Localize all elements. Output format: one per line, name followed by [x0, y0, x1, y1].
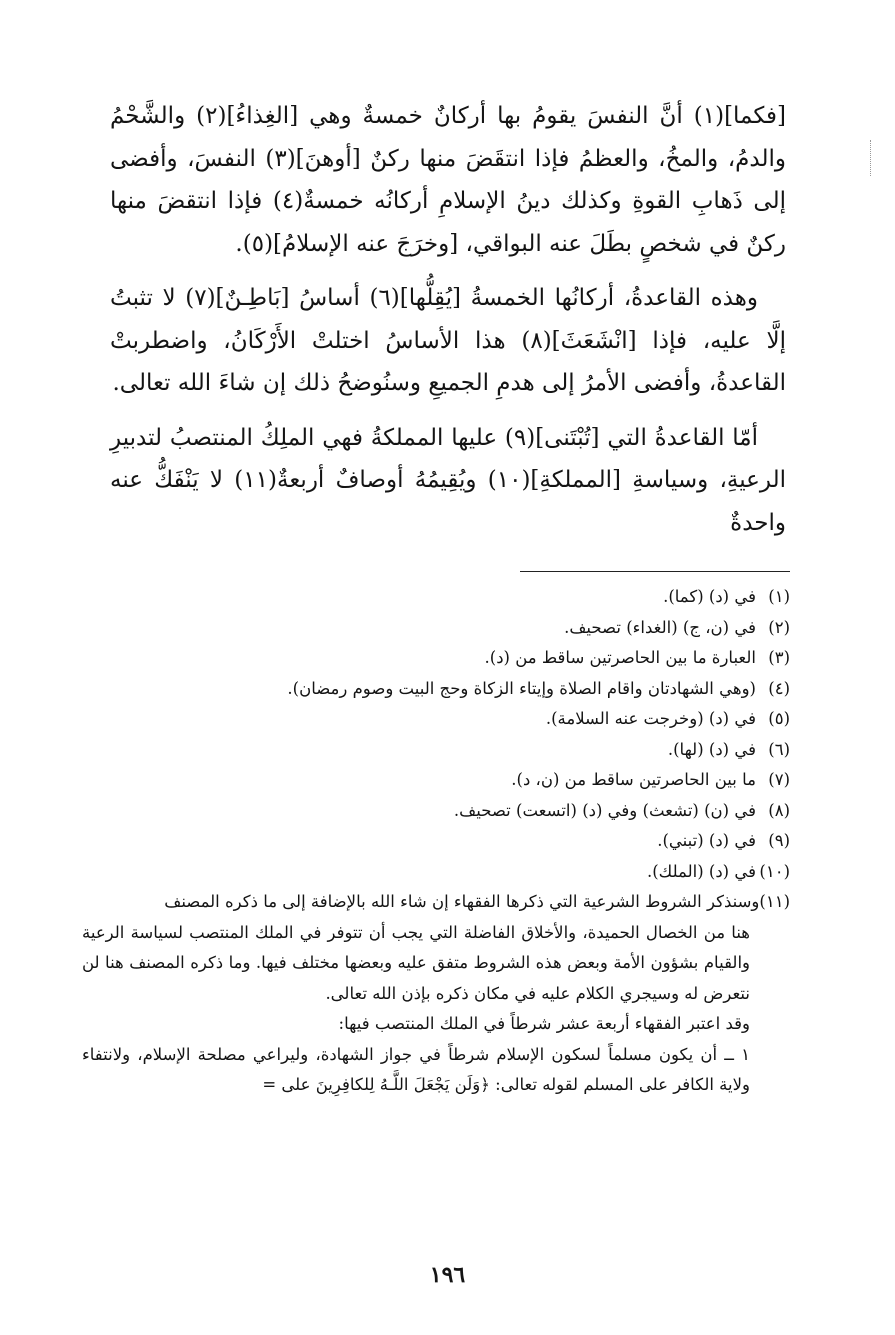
page-number: ١٩٦ — [429, 1262, 466, 1288]
footnote-text: العبارة ما بين الحاصرتين ساقط من (د). — [484, 648, 756, 667]
footnote-text: (وهي الشهادتان واقام الصلاة وإيتاء الزكاة وحج البيت وصوم رمضان). — [287, 678, 756, 698]
footnote-text-continued: هنا من الخصال الحميدة، والأخلاق الفاضلة التي يجب أن تتوفر في الملك المنتصب لسياسة الرعية والقيام بشؤون الأمة وبعض هذه الشروط متفق عليه وبعضها مختلف فيها. وما ذكره المصنف هنا لن نتعرض له وسيجري الكلام عليه في مكان ذكره بإذن الله تعالى. — [82, 922, 750, 1003]
footnote-10 — [82, 857, 790, 888]
footnote-separator — [520, 571, 790, 572]
footnote-number: (٨) — [768, 800, 790, 820]
paragraph-3: أمّا القاعدةُ التي [تُبْتَنى](٩) عليها المملكةُ فهي الملِكُ المنتصبُ لتدبيرِ الرعيةِ، وسياسةِ [المملكةِ](١٠) ويُقِيمُهُ أوصافٌ أربعةٌ(١١) لا يَنْفَكُّ عنه واحدةٌ — [110, 424, 786, 536]
footnote-number: (٧) — [768, 770, 790, 789]
footnote-4 — [82, 674, 790, 705]
footnote-text: في (د) (وخرجت عنه السلامة). — [545, 709, 756, 728]
paragraph-2: وهذه القاعدةُ، أركانُها الخمسةُ [يُقِلُّها](٦) أساسُ [بَاطِـنٌ](٧) لا تثبتُ إلَّا عليه، فإذا [انْشَعَثَ](٨) هذا الأساسُ اختلتْ الأَرْكَانُ، واضطربتْ القاعدةُ، وأفضى الأمرُ إلى هدمِ الجميعِ وسنُوضحُ ذلك إن شاءَ الله تعالى. — [110, 285, 786, 396]
footnote-9 — [82, 826, 790, 857]
footnote-text: في (د) (كما). — [663, 587, 756, 606]
footnote-number: (٩) — [768, 831, 790, 850]
footnote-11-condition-1: ١ ــ أن يكون مسلماً لسكون الإسلام شرطاً في جواز الشهادة، وليراعي مصلحة الإسلام، ولانتفاء ولاية الكافر على المسلم لقوله تعالى: ﴿وَلَن يَجْعَلَ اللَّـهُ لِلكافِرِينَ على = — [82, 1044, 750, 1094]
main-text — [110, 95, 786, 556]
footnote-text-first-line: وسنذكر الشروط الشرعية التي ذكرها الفقهاء إن شاء الله بالإضافة إلى ما ذكره المصنف — [164, 892, 760, 911]
footnote-11-conditions-intro: وقد اعتبر الفقهاء أربعة عشر شرطاً في الملك المنتصب فيها: — [338, 1014, 750, 1033]
footnote-6 — [82, 735, 790, 766]
footnote-text: في (ن، ج) (الغداء) تصحيف. — [564, 617, 756, 637]
footnote-number: (٦) — [768, 739, 790, 759]
footnote-number: (٥) — [768, 709, 790, 728]
footnote-text: في (د) (الملك). — [647, 861, 756, 881]
footnote-number: (١٠) — [759, 861, 790, 881]
footnote-text: ما بين الحاصرتين ساقط من (ن، د). — [511, 770, 756, 789]
footnote-7 — [82, 765, 790, 796]
footnote-3 — [82, 643, 790, 674]
footnote-2 — [82, 613, 790, 644]
footnote-number: (٢) — [768, 617, 790, 637]
footnote-5 — [82, 704, 790, 735]
margin-mark — [870, 140, 874, 176]
footnotes — [82, 582, 790, 1101]
footnote-number: (٣) — [768, 648, 790, 667]
footnote-text: في (د) (لها). — [667, 739, 756, 759]
footnote-text: في (د) (تبني). — [657, 831, 756, 850]
footnote-number: (١١) — [759, 892, 790, 911]
footnote-1 — [82, 582, 790, 613]
footnote-8 — [82, 796, 790, 827]
paragraph-1: [فكما](١) أنَّ النفسَ يقومُ بها أركانٌ خمسةٌ وهي [الغِذاءُ](٢) والشَّحْمُ والدمُ، والمخُ، والعظمُ فإذا انتقَضَ منها ركنٌ [أوهنَ](٣) النفسَ، وأفضى إلى ذَهابِ القوةِ وكذلك دينُ الإسلامِ أركانُه خمسةٌ(٤) فإذا انتقضَ منها ركنٌ في شخصٍ بطَلَ عنه البواقي، [وخرَجَ عنه الإسلامُ](٥). — [110, 103, 787, 257]
footnote-number: (٤) — [768, 678, 790, 698]
footnote-number: (١) — [768, 587, 790, 606]
footnote-text: في (ن) (تشعث) وفي (د) (اتسعت) تصحيف. — [453, 800, 756, 820]
footnote-11 — [82, 887, 790, 1009]
